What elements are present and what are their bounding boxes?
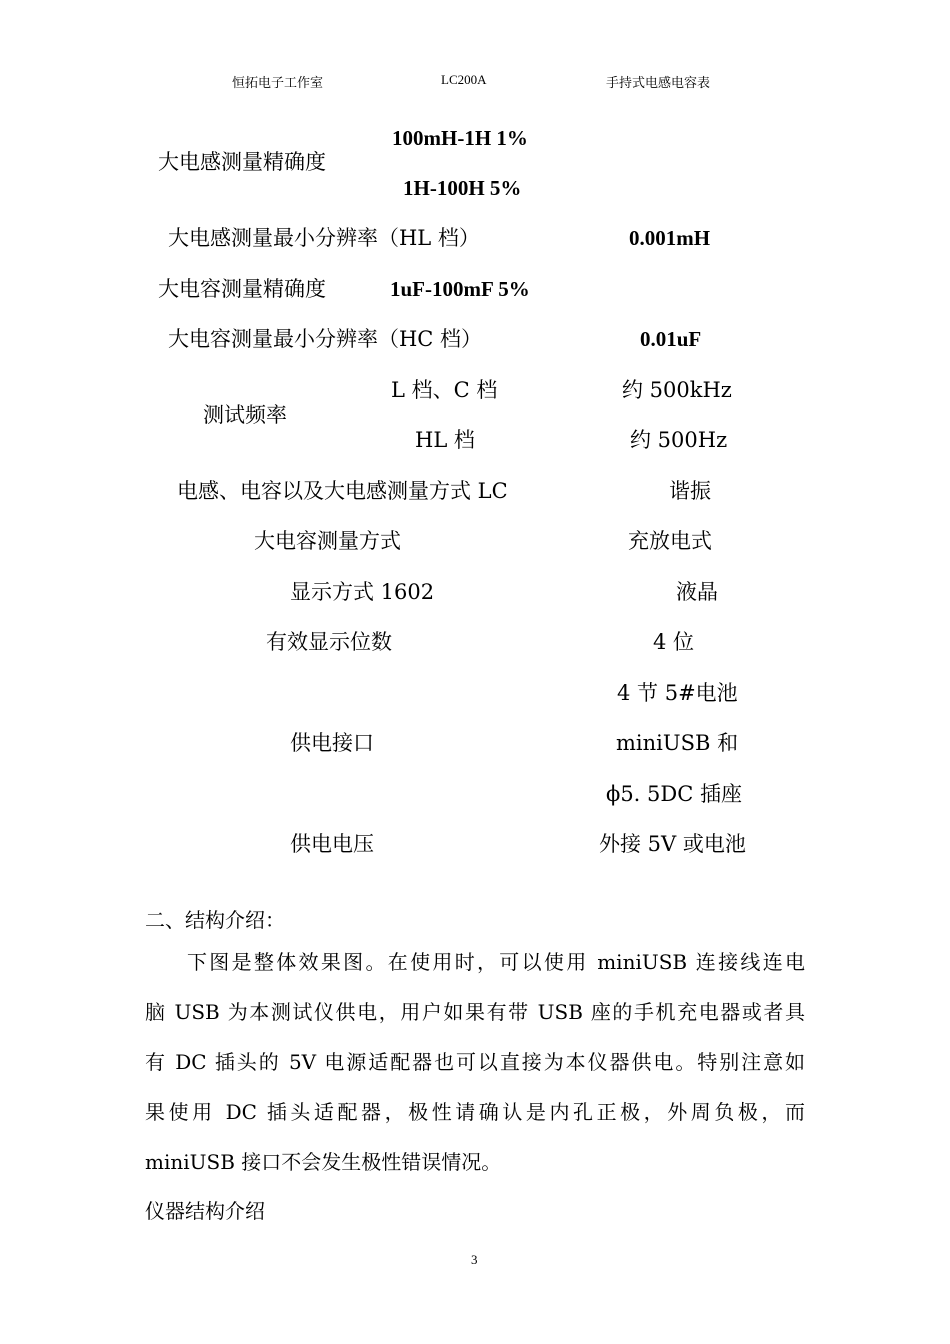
header-studio-name: 恒拓电子工作室: [232, 75, 324, 90]
hl-accuracy-value-1: 100mH-1H 1%: [392, 126, 528, 150]
header-product-name: 手持式电感电容表: [606, 75, 711, 90]
display-label: 显示方式 1602: [290, 580, 435, 604]
page-number: 3: [471, 1252, 478, 1267]
section-subtitle: 仪器结构介绍: [145, 1199, 265, 1223]
hl-resolution-value: 0.001mH: [629, 226, 711, 250]
section-paragraph: [145, 937, 805, 1187]
hc-accuracy-value: 1uF-100mF 5%: [390, 277, 530, 301]
digits-label: 有效显示位数: [266, 630, 392, 654]
paragraph-line: 下图是整体效果图。在使用时，可以使用 miniUSB 连接线连电: [187, 950, 805, 974]
hc-resolution-label: 大电容测量最小分辨率（HC 档）: [168, 327, 483, 351]
paragraph-line: miniUSB 接口不会发生极性错误情况。: [145, 1150, 502, 1174]
header-model: LC200A: [441, 72, 487, 87]
hc-resolution-value: 0.01uF: [640, 327, 702, 351]
voltage-label: 供电电压: [290, 832, 374, 856]
freq-label: 测试频率: [203, 403, 287, 427]
method-value: 谐振: [669, 479, 711, 503]
hl-resolution-label: 大电感测量最小分辨率（HL 档）: [168, 226, 480, 250]
power-port-value-3: ϕ5. 5DC 插座: [606, 782, 742, 806]
voltage-value: 外接 5V 或电池: [599, 832, 746, 856]
freq-hl-value: 约 500Hz: [630, 428, 728, 452]
hc-method-value: 充放电式: [628, 529, 712, 553]
paragraph-line: 有 DC 插头的 5V 电源适配器也可以直接为本仪器供电。特别注意如: [145, 1050, 805, 1074]
freq-hl-range: HL 档: [415, 428, 475, 452]
hl-accuracy-label: 大电感测量精确度: [158, 150, 326, 174]
digits-value: 4 位: [653, 630, 695, 654]
hl-accuracy-value-2: 1H-100H 5%: [403, 176, 522, 200]
method-label: 电感、电容以及大电感测量方式 LC: [177, 479, 508, 503]
power-port-value-1: 4 节 5#电池: [617, 681, 738, 705]
paragraph-line: 脑 USB 为本测试仪供电，用户如果有带 USB 座的手机充电器或者具: [145, 1000, 805, 1024]
hc-method-label: 大电容测量方式: [254, 529, 401, 553]
paragraph-line: 果使用 DC 插头适配器，极性请确认是内孔正极，外周负极，而: [145, 1100, 805, 1124]
freq-lc-range: L 档、C 档: [391, 378, 498, 402]
freq-lc-value: 约 500kHz: [622, 378, 732, 402]
section-title: 二、结构介绍：: [145, 908, 285, 932]
power-port-value-2: miniUSB 和: [616, 731, 739, 755]
power-port-label: 供电接口: [290, 731, 374, 755]
hc-accuracy-label: 大电容测量精确度: [158, 277, 326, 301]
display-value: 液晶: [676, 580, 718, 604]
